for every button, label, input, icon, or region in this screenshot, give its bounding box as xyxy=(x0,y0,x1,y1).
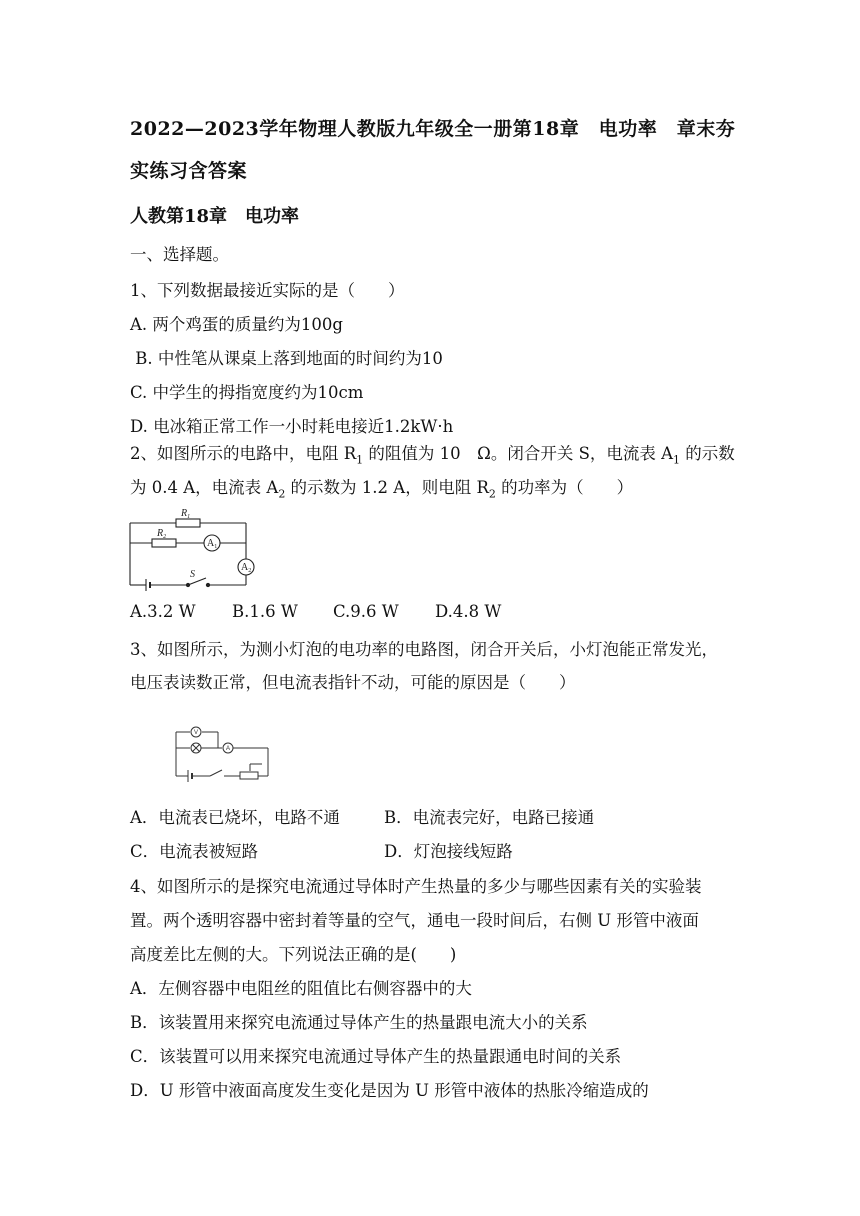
q2-option-a: A.3.2 W xyxy=(130,602,196,621)
q3-circuit-diagram xyxy=(170,720,274,782)
q2-option-b: B.1.6 W xyxy=(232,602,298,621)
q3-fig-label-a: A xyxy=(226,746,231,752)
q3-fig-label-v: V xyxy=(194,730,199,736)
q2-circuit-diagram xyxy=(126,505,266,591)
q2-option-d: D.4.8 W xyxy=(435,602,502,621)
q1-option-d: D. 电冰箱正常工作一小时耗电接近1.2kW·h xyxy=(130,417,454,436)
q4-option-b: B．该装置用来探究电流通过导体产生的热量跟电流大小的关系 xyxy=(130,1013,588,1032)
q3-option-a: A．电流表已烧坏，电路不通 xyxy=(130,808,340,827)
q2-fig-label-s: S xyxy=(190,569,195,580)
document-title-line-1: 2022—2023学年物理人教版九年级全一册第18章 电功率 章末夯 xyxy=(130,118,736,140)
q4-stem-line-1: 4、如图所示的是探究电流通过导体时产生热量的多少与哪些因素有关的实验装 xyxy=(130,877,702,896)
document-title-line-2: 实练习含答案 xyxy=(130,160,248,182)
q2-fig-label-a1: $A_1$ xyxy=(207,538,218,550)
q4-stem-line-2: 置。两个透明容器中密封着等量的空气，通电一段时间后，右侧 U 形管中液面 xyxy=(130,911,699,930)
q4-option-a: A．左侧容器中电阻丝的阻值比右侧容器中的大 xyxy=(130,979,472,998)
q1-option-a: A. 两个鸡蛋的质量约为100g xyxy=(130,315,343,334)
q3-stem-line-2: 电压表读数正常，但电流表指针不动，可能的原因是（ ） xyxy=(130,673,576,692)
q3-option-d: D．灯泡接线短路 xyxy=(384,842,513,861)
q1-option-c: C. 中学生的拇指宽度约为10cm xyxy=(130,383,364,402)
section-heading: 一、选择题。 xyxy=(130,245,229,264)
q2-stem-line-2: 为 0.4 A，电流表 $A_2$ 的示数为 1.2 A，则电阻 $R_2$ 的功率为（ ） xyxy=(130,478,634,501)
q3-option-c: C．电流表被短路 xyxy=(130,842,259,861)
q2-fig-label-a2: $A_2$ xyxy=(241,562,252,574)
q2-fig-label-r2: $R_2$ xyxy=(157,528,167,540)
q2-fig-label-r1: $R_1$ xyxy=(181,508,191,520)
q3-option-b: B．电流表完好，电路已接通 xyxy=(384,808,595,827)
q3-stem-line-1: 3、如图所示，为测小灯泡的电功率的电路图，闭合开关后，小灯泡能正常发光， xyxy=(130,640,718,659)
q4-stem-line-3: 高度差比左侧的大。下列说法正确的是( ) xyxy=(130,945,457,964)
q4-option-d: D．U 形管中液面高度发生变化是因为 U 形管中液体的热胀冷缩造成的 xyxy=(130,1081,649,1100)
q4-option-c: C．该装置可以用来探究电流通过导体产生的热量跟通电时间的关系 xyxy=(130,1047,622,1066)
q1-stem: 1、下列数据最接近实际的是（ ） xyxy=(130,281,405,300)
q2-stem-line-1: 2、如图所示的电路中，电阻 $R_1$ 的阻值为 10 Ω。闭合开关 S，电流表 $A_1$ 的示数 xyxy=(130,444,735,467)
q2-option-c: C.9.6 W xyxy=(333,602,399,621)
q1-option-b: B. 中性笔从课桌上落到地面的时间约为10 xyxy=(130,349,443,368)
chapter-heading: 人教第18章 电功率 xyxy=(130,206,300,227)
